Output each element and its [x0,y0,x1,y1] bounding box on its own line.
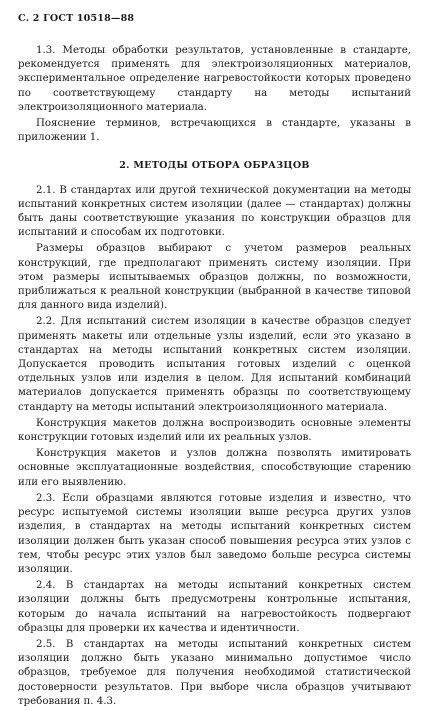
paragraph-1-3: 1.3. Методы обработки результатов, установленные в стандарте, рекомендуется применять для электроизоляционных материалов, экспериментальное определение нагревостойкости которых проведено по соответствующему стандарту на методы испытаний электроизоляционного материала. [18,45,411,113]
paragraph-terms-note: Пояснение терминов, встречающихся в стандарте, указаны в приложении 1. [18,118,411,144]
paragraph-2-2: 2.2. Для испытаний систем изоляции в качестве образцов следует применять макеты или отдельные узлы изделий, если это указано в стандартах на методы испытаний конкретных систем изоляции. Допускается проводить испытания готовых изделий с оценкой отдельных узлов или изделия в целом. Для испытаний комбинаций материалов допускается применять образцы по соответствующему стандарту на методы испытаний электроизоляционного материала. [18,316,411,413]
section-title: 2. МЕТОДЫ ОТБОРА ОБРАЗЦОВ [119,160,310,172]
document-body [18,44,411,711]
paragraph-mockup-simulation: Конструкция макетов и узлов должна позволять имитировать основные эксплуатационные воздействия, способствующие старению или его выявлению. [18,448,411,488]
paragraph-mockup-construction: Конструкция макетов должна воспроизводить основные элементы конструкции готовых изделий или их реальных узлов. [18,417,411,444]
page-header: С. 2 ГОСТ 10518—88 [18,13,135,24]
paragraph-2-5: 2.5. В стандартах на методы испытаний конкретных систем изоляции должно быть указано минимально допустимое число образцов, требуемое для получения необходимой статистической достоверности результатов. При выборе числа образцов учитывают требования п. 4.3. [18,638,411,707]
paragraph-2-1: 2.1. В стандартах или другой технической документации на методы испытаний конкретных систем изоляции (далее — стандартах) должны быть даны соответствующие указания по конструкции образцов для испытаний и способам их подготовки. [18,184,411,239]
paragraph-sample-sizes: Размеры образцов выбирают с учетом размеров реальных конструкций, где предполагают применять систему изоляции. При этом размеры испытываемых образцов должны, по возможности, приближаться к реальной конструкции (выбранной в качестве типовой для данного вида изделий). [18,243,411,312]
paragraph-2-3: 2.3. Если образцами являются готовые изделия и известно, что ресурс испытуемой системы изоляции выше ресурса других узлов изделия, в стандартах на методы испытаний конкретных систем изоляции должен быть указан способ повышения ресурса этих узлов с тем, чтобы ресурс этих узлов был заведомо больше ресурса системы изоляции. [18,492,411,575]
paragraph-2-4: 2.4. В стандартах на методы испытаний конкретных систем изоляции должны быть предусмотрены контрольные испытания, которым до начала испытаний на нагревостойкость подвергают образцы для проверки их качества и идентичности. [18,580,411,634]
